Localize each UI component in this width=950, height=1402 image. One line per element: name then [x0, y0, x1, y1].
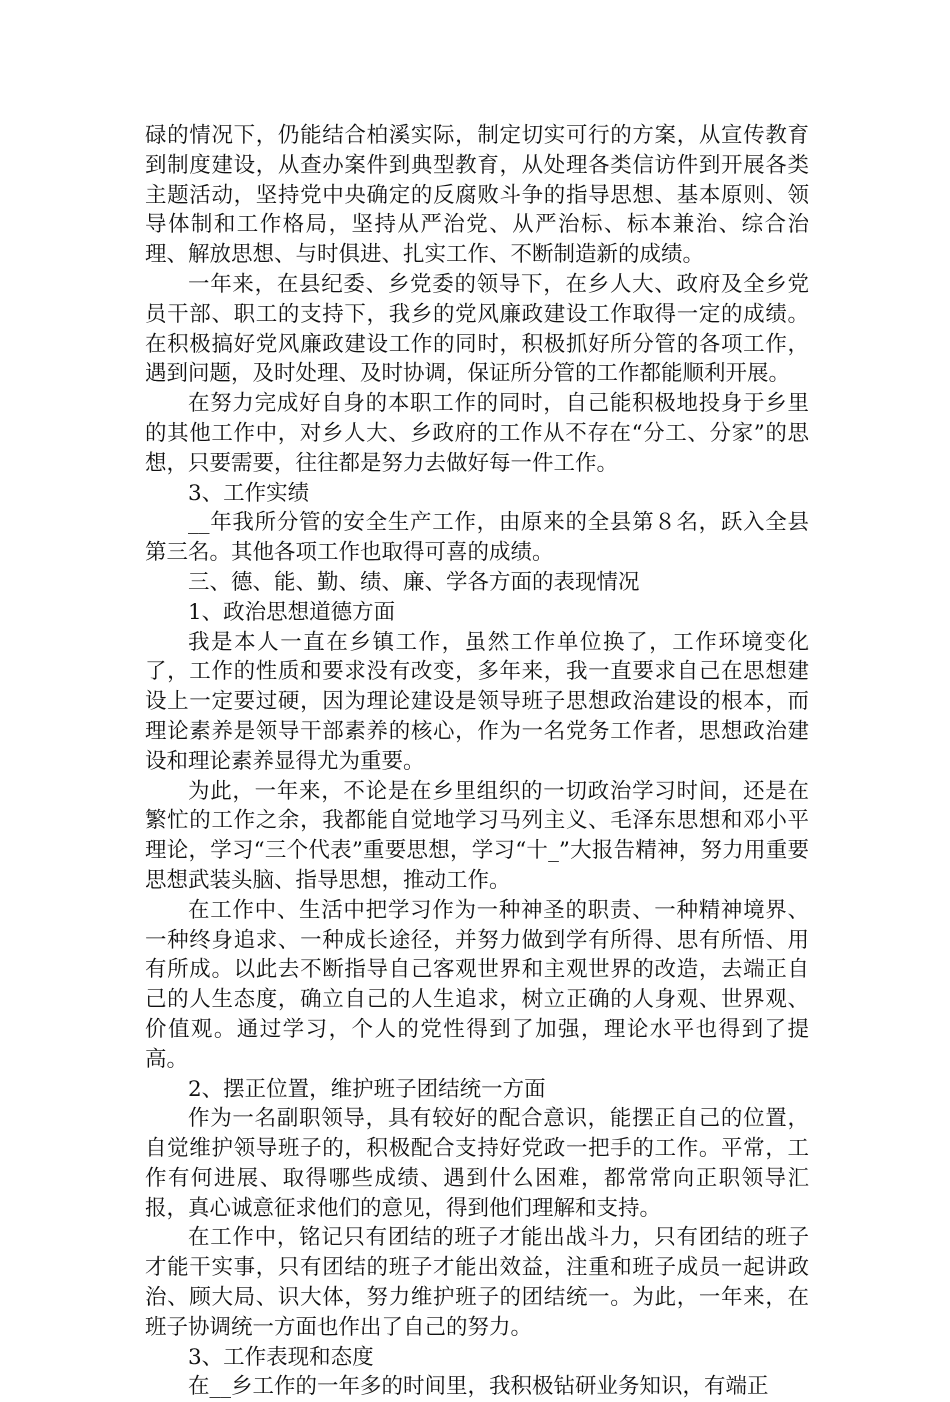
paragraph: 在工作中、生活中把学习作为一种神圣的职责、一种精神境界、一种终身追求、一种成长途径，并努力做到学有所得、思有所悟、用有所成。以此去不断指导自己客观世界和主观世界的改造，去端正自己的人生态度，确立自己的人生追求，树立正确的人身观、世界观、价值观。通过学习，个人的党性得到了加强，理论水平也得到了提高。 — [145, 897, 809, 1072]
paragraph: 我是本人一直在乡镇工作，虽然工作单位换了，工作环境变化了，工作的性质和要求没有改变，多年来，我一直要求自己在思想建设上一定要过硬，因为理论建设是领导班子思想政治建设的根本，而理论素养是领导干部素养的核心，作为一名党务工作者，思想政治建设和理论素养显得尤为重要。 — [145, 629, 809, 774]
paragraph: 为此，一年来，不论是在乡里组织的一切政治学习时间，还是在繁忙的工作之余，我都能自觉地学习马列主义、毛泽东思想和邓小平理论，学习“三个代表”重要思想，学习“十_”大报告精神，努力用重要思想武装头脑、指导思想，推动工作。 — [145, 778, 809, 893]
section-heading-work-attitude: 3、工作表现和态度 — [188, 1344, 374, 1370]
paragraph: 一年来，在县纪委、乡党委的领导下，在乡人大、政府及全乡党员干部、职工的支持下，我乡的党风廉政建设工作取得一定的成绩。在积极搞好党风廉政建设工作的同时，积极抓好所分管的各项工作，遇到问题，及时处理、及时协调，保证所分管的工作都能顺利开展。 — [145, 271, 809, 387]
paragraph: __年我所分管的安全生产工作，由原来的全县第８名，跃入全县第三名。其他各项工作也取得可喜的成绩。 — [145, 510, 809, 566]
document-body — [145, 121, 809, 1402]
section-heading-work-results: 3、工作实绩 — [188, 480, 310, 506]
paragraph: 在努力完成好自身的本职工作的同时，自己能积极地投身于乡里的其他工作中，对乡人大、乡政府的工作从不存在“分工、分家”的思想，只要需要，往往都是努力去做好每一件工作。 — [145, 391, 809, 476]
paragraph: 在__乡工作的一年多的时间里，我积极钻研业务知识，有端正 — [188, 1374, 769, 1400]
section-heading-team-unity: 2、摆正位置，维护班子团结统一方面 — [188, 1076, 546, 1102]
paragraph: 在工作中，铭记只有团结的班子才能出战斗力，只有团结的班子才能干实事，只有团结的班子才能出效益，注重和班子成员一起讲政治、顾大局、识大体，努力维护班子的团结统一。为此，一年来，在班子协调统一方面也作出了自己的努力。 — [145, 1225, 809, 1340]
section-heading-performance: 三、德、能、勤、绩、廉、学各方面的表现情况 — [188, 569, 640, 595]
paragraph: 作为一名副职领导，具有较好的配合意识，能摆正自己的位置，自觉维护领导班子的，积极配合支持好党政一把手的工作。平常，工作有何进展、取得哪些成绩、遇到什么困难，都常常向正职领导汇报，真心诚意征求他们的意见，得到他们理解和支持。 — [145, 1106, 809, 1221]
paragraph-continuation: 碌的情况下，仍能结合柏溪实际，制定切实可行的方案，从宣传教育到制度建设，从查办案件到典型教育，从处理各类信访件到开展各类主题活动，坚持党中央确定的反腐败斗争的指导思想、基本原则、领导体制和工作格局，坚持从严治党、从严治标、标本兼治、综合治理、解放思想、与时俱进、扎实工作、不断制造新的成绩。 — [145, 123, 809, 268]
section-heading-political-thought: 1、政治思想道德方面 — [188, 599, 396, 625]
